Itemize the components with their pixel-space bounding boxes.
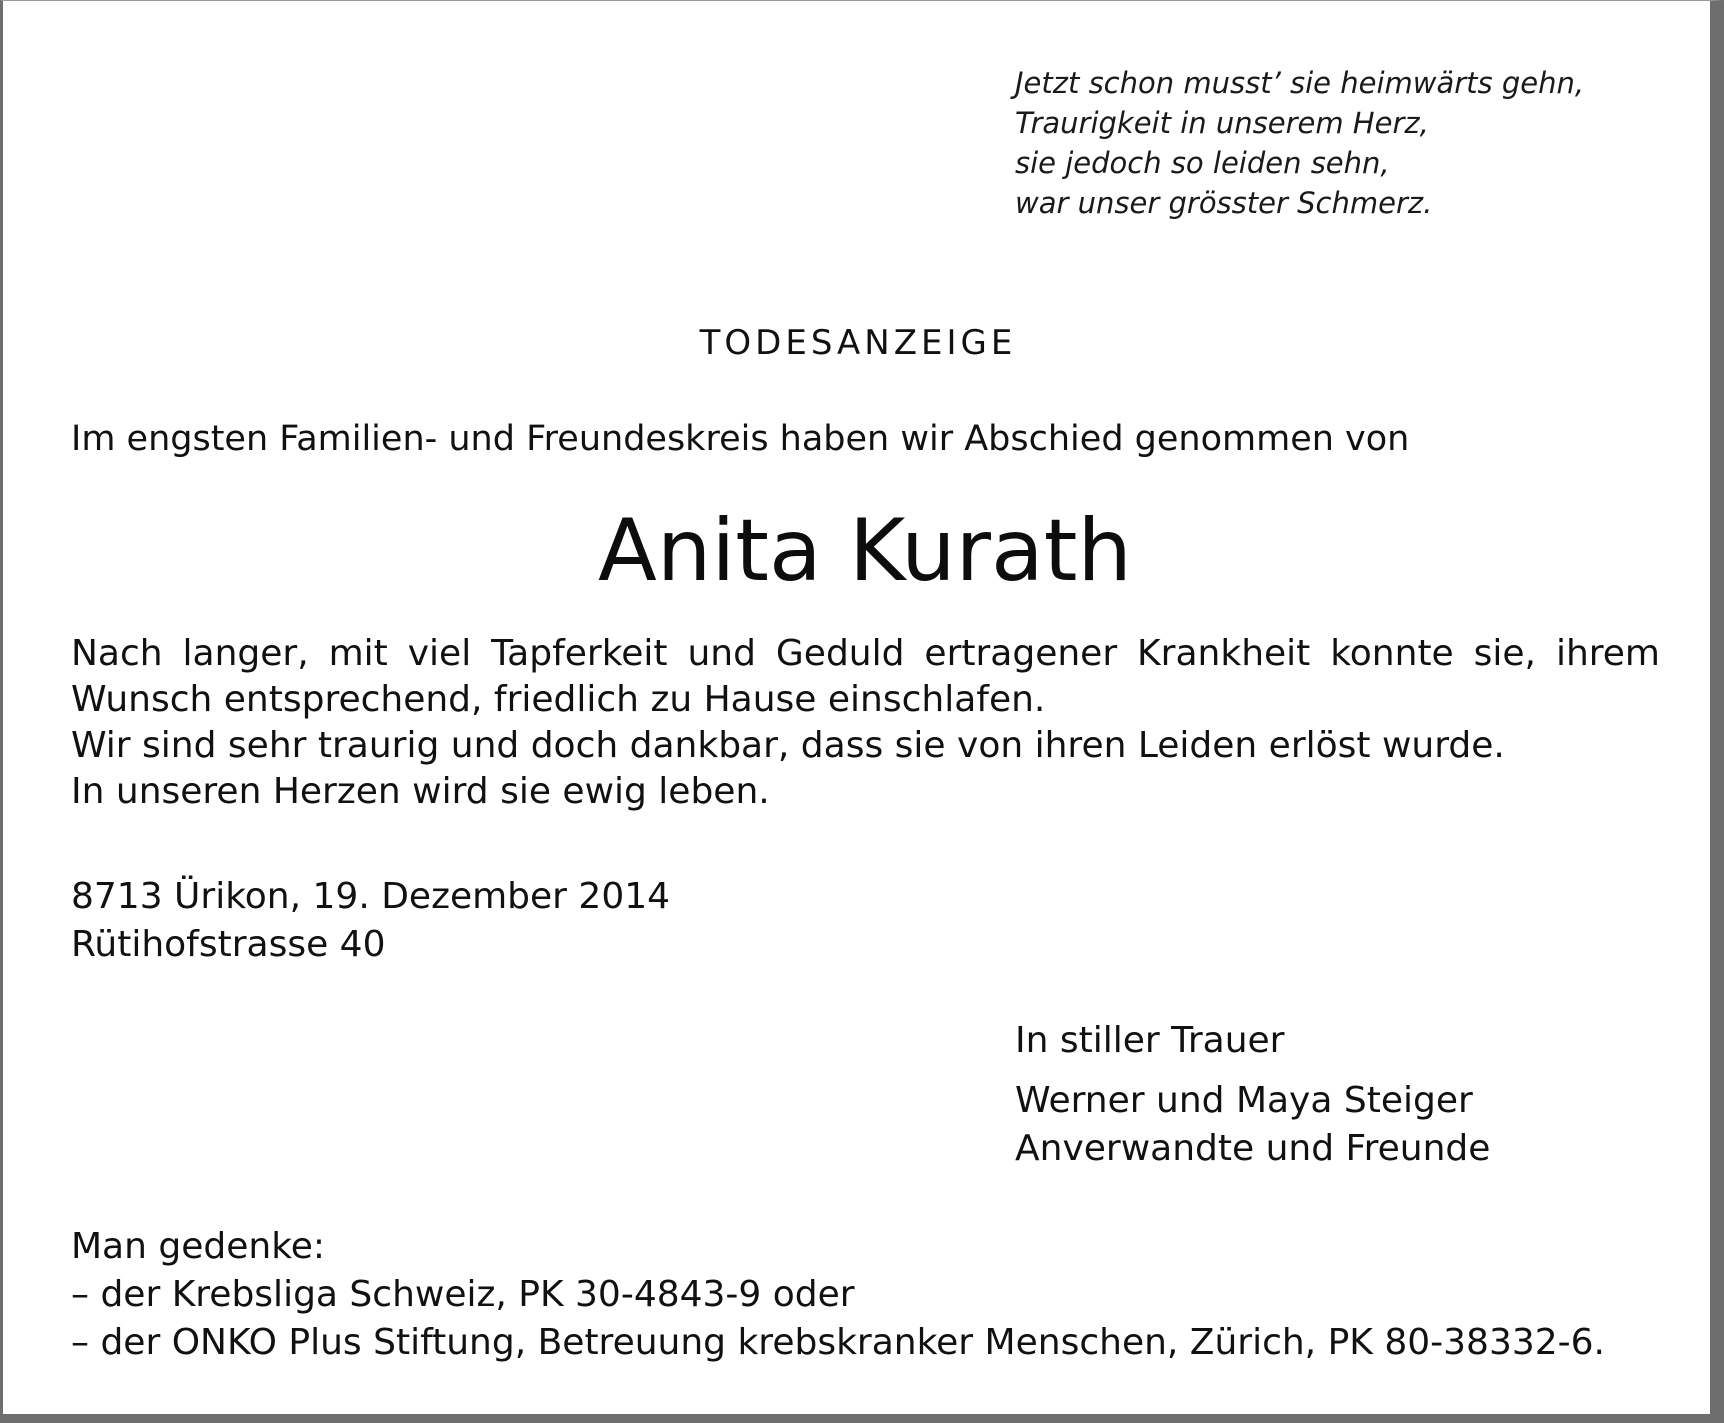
- donation-item: – der Krebsliga Schweiz, PK 30-4843-9 oder: [71, 1274, 855, 1315]
- poem-line: Traurigkeit in unserem Herz,: [1015, 106, 1429, 140]
- body-line: Nach langer, mit viel Tapferkeit und Geduld ertragener Krankheit konnte sie, ihrem: [71, 633, 1660, 674]
- notice-heading: TODESANZEIGE: [699, 323, 1017, 363]
- poem-line: war unser grösster Schmerz.: [1015, 186, 1433, 220]
- place-and-date: [71, 873, 670, 969]
- body-paragraph: [71, 631, 1660, 815]
- donations-title: Man gedenke:: [71, 1226, 326, 1267]
- poem-line: Jetzt schon musst’ sie heimwärts gehn,: [1015, 66, 1585, 100]
- body-line: Wunsch entsprechend, friedlich zu Hause einschlafen.: [71, 679, 1046, 720]
- donation-item: – der ONKO Plus Stiftung, Betreuung krebskranker Menschen, Zürich, PK 80-38332-6.: [71, 1322, 1605, 1363]
- poem-block: [1015, 63, 1584, 223]
- address-line: Rütihofstrasse 40: [71, 924, 386, 965]
- signoff-greeting: In stiller Trauer: [1015, 1020, 1285, 1061]
- body-line: In unseren Herzen wird sie ewig leben.: [71, 771, 770, 812]
- deceased-name: Anita Kurath: [598, 501, 1132, 601]
- mourners-signoff: [1015, 1017, 1490, 1173]
- mourner-line: Werner und Maya Steiger: [1015, 1080, 1473, 1121]
- intro-text: Im engsten Familien- und Freundeskreis haben wir Abschied genommen von: [71, 419, 1410, 459]
- date-line: 8713 Ürikon, 19. Dezember 2014: [71, 876, 671, 917]
- donations-block: [71, 1223, 1605, 1367]
- poem-line: sie jedoch so leiden sehn,: [1015, 146, 1390, 180]
- mourner-line: Anverwandte und Freunde: [1015, 1128, 1491, 1169]
- body-line: Wir sind sehr traurig und doch dankbar, dass sie von ihren Leiden erlöst wurde.: [71, 725, 1505, 766]
- spacer: [1015, 1065, 1490, 1077]
